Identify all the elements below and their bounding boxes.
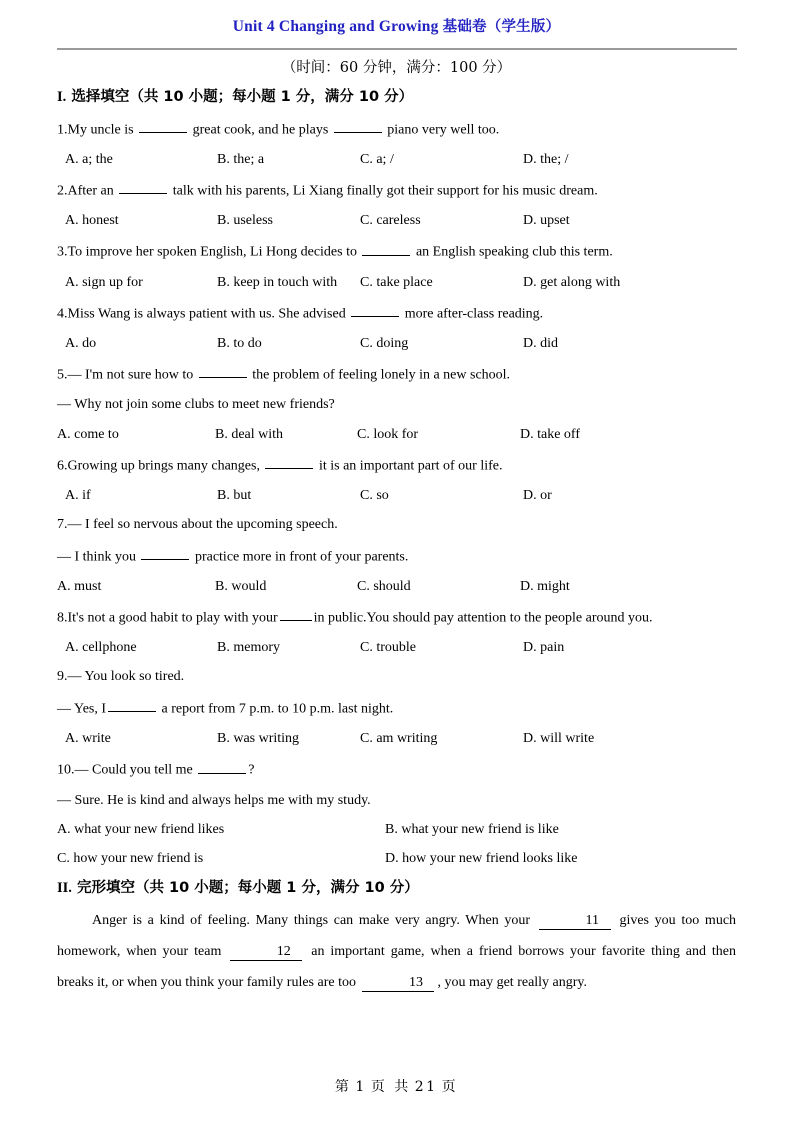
question-8-options (57, 639, 736, 657)
cloze-segment-4: , you may get really angry. (437, 975, 588, 991)
question-6-option-a[interactable]: A. if (65, 488, 91, 504)
cloze-blank-13[interactable]: 13 (362, 976, 434, 992)
cloze-passage (57, 905, 736, 998)
question-7-reply (57, 546, 736, 567)
question-4-option-a[interactable]: A. do (65, 335, 97, 351)
question-9-option-d[interactable]: D. will write (523, 731, 595, 747)
question-8-stem-pre: 8.It's not a good habit to play with your (57, 610, 278, 626)
section-heading-1 (57, 88, 736, 108)
question-9-option-a[interactable]: A. write (65, 731, 111, 747)
question-5-reply: — Why not join some clubs to meet new friends? (57, 396, 335, 412)
question-7-option-b[interactable]: B. would (215, 579, 267, 595)
page-title-chinese: 基础卷（学生版） (442, 19, 561, 35)
question-8-stem-post: in public.You should pay attention to the people around you. (313, 610, 653, 626)
question-8-option-d[interactable]: D. pain (523, 640, 565, 656)
question-7-reply-pre: — I think you (57, 549, 136, 565)
question-2-option-d[interactable]: D. upset (523, 213, 570, 229)
question-10-option-a[interactable]: A. what your new friend likes (57, 822, 225, 838)
footer-total-pages: 21 (414, 1079, 438, 1095)
question-7-options (57, 578, 736, 596)
section-2-roman: II. (57, 880, 72, 897)
footer-suffix: 页 (441, 1079, 459, 1095)
question-1-blank-2 (334, 119, 382, 133)
page-title-english: Unit 4 Changing and Growing (232, 18, 439, 35)
cloze-paragraph (57, 905, 736, 998)
question-1-stem-pre: 1.My uncle is (57, 122, 134, 138)
question-3-option-a[interactable]: A. sign up for (65, 274, 143, 290)
question-1-option-d[interactable]: D. the; / (523, 152, 569, 168)
cloze-blank-11[interactable]: 11 (539, 914, 611, 930)
question-9-option-c[interactable]: C. am writing (360, 731, 438, 747)
question-5-stem-post: the problem of feeling lonely in a new school. (252, 367, 511, 383)
question-8-blank-1 (280, 607, 312, 621)
question-5-stem (57, 364, 736, 385)
question-6-option-c[interactable]: C. so (360, 488, 389, 504)
question-10-options-row-1 (57, 821, 736, 839)
section-1-roman: I. (57, 89, 67, 106)
question-2-blank-1 (119, 180, 167, 194)
question-6-option-d[interactable]: D. or (523, 488, 552, 504)
question-1-stem (57, 119, 736, 140)
question-10-stem-pre: 10.— Could you tell me (57, 762, 193, 778)
cloze-segment-2: gives you too much homework, when your team (57, 913, 737, 960)
question-2-option-b[interactable]: B. useless (217, 213, 273, 229)
question-4-stem-pre: 4.Miss Wang is always patient with us. She advised (57, 305, 346, 321)
question-9-reply (57, 698, 736, 719)
question-5-option-d[interactable]: D. take off (520, 426, 580, 442)
question-2-option-c[interactable]: C. careless (360, 213, 421, 229)
cloze-blank-12[interactable]: 12 (230, 945, 302, 961)
question-4-option-c[interactable]: C. doing (360, 335, 409, 351)
question-6-stem-post: it is an important part of our life. (318, 458, 503, 474)
question-9-blank-1 (108, 698, 156, 712)
question-2-options (57, 212, 736, 230)
footer-prefix: 第 (334, 1079, 352, 1095)
question-3-blank-1 (362, 241, 410, 255)
question-2-stem (57, 180, 736, 201)
question-8-option-a[interactable]: A. cellphone (65, 640, 137, 656)
question-7-option-d[interactable]: D. might (520, 579, 570, 595)
question-7-blank-1 (141, 546, 189, 560)
question-10-reply: — Sure. He is kind and always helps me with my study. (57, 792, 371, 808)
question-1-options (57, 151, 736, 169)
page-footer (0, 1076, 793, 1096)
question-5-option-b[interactable]: B. deal with (215, 426, 284, 442)
question-1-blank-1 (139, 119, 187, 133)
question-9-reply-pre: — Yes, I (57, 701, 107, 717)
question-6-stem-pre: 6.Growing up brings many changes, (57, 458, 260, 474)
question-10-options-row-2 (57, 850, 736, 868)
question-3-option-b[interactable]: B. keep in touch with (217, 274, 338, 290)
question-3-stem-post: an English speaking club this term. (415, 244, 613, 260)
question-1-option-b[interactable]: B. the; a (217, 152, 265, 168)
question-6-blank-1 (265, 455, 313, 469)
exam-meta-line: （时间：60 分钟，满分：100 分） (281, 59, 512, 76)
question-10-option-c[interactable]: C. how your new friend is (57, 851, 204, 867)
question-5-option-a[interactable]: A. come to (57, 426, 119, 442)
cloze-segment-1: Anger is a kind of feeling. Many things can make very angry. When your (92, 913, 531, 928)
question-4-stem-post: more after-class reading. (404, 305, 544, 321)
question-5-option-c[interactable]: C. look for (357, 426, 419, 442)
question-2-option-a[interactable]: A. honest (65, 213, 119, 229)
question-3-stem (57, 241, 736, 262)
question-4-blank-1 (351, 303, 399, 317)
question-8-option-c[interactable]: C. trouble (360, 640, 416, 656)
question-10-blank-1 (198, 759, 246, 773)
footer-current-page: 1 (355, 1079, 367, 1095)
question-9-option-b[interactable]: B. was writing (217, 731, 300, 747)
question-5-stem-pre: 5.— I'm not sure how to (57, 367, 194, 383)
footer-middle: 页 共 (370, 1079, 411, 1095)
cloze-segment-3: an important game, when a friend borrows your favorite thing and then breaks it, or when you think your family rules are too (57, 944, 737, 991)
question-4-stem (57, 303, 736, 324)
question-4-option-d[interactable]: D. did (523, 335, 558, 351)
section-heading-2 (57, 879, 736, 899)
question-7-option-a[interactable]: A. must (57, 579, 102, 595)
question-1-option-c[interactable]: C. a; / (360, 152, 394, 168)
section-1-label: 选择填空（共 10 小题；每小题 1 分，满分 10 分） (71, 89, 414, 106)
question-7-stem: 7.— I feel so nervous about the upcoming speech. (57, 517, 338, 533)
header-divider (57, 48, 737, 50)
page-title (57, 0, 736, 37)
question-8-option-b[interactable]: B. memory (217, 640, 280, 656)
question-10-stem-post: ? (248, 762, 255, 778)
question-1-option-a[interactable]: A. a; the (65, 152, 113, 168)
question-6-stem (57, 455, 736, 476)
question-9-options (57, 730, 736, 748)
question-10-option-b[interactable]: B. what your new friend is like (385, 822, 559, 838)
question-2-stem-pre: 2.After an (57, 183, 114, 199)
question-6-options (57, 487, 736, 505)
question-7-option-c[interactable]: C. should (357, 579, 411, 595)
question-5-blank-1 (199, 364, 247, 378)
question-3-options (57, 274, 736, 292)
question-8-stem (57, 607, 736, 628)
question-9-reply-post: a report from 7 p.m. to 10 p.m. last night. (161, 701, 394, 717)
question-6-option-b[interactable]: B. but (217, 488, 252, 504)
question-10-stem (57, 759, 736, 780)
section-2-label: 完形填空（共 10 小题；每小题 1 分，满分 10 分） (76, 880, 419, 897)
question-1-stem-post: piano very well too. (387, 122, 500, 138)
question-3-option-c[interactable]: C. take place (360, 274, 433, 290)
question-4-options (57, 335, 736, 353)
question-5-options (57, 426, 736, 444)
question-3-stem-pre: 3.To improve her spoken English, Li Hong decides to (57, 244, 357, 260)
question-9-stem: 9.— You look so tired. (57, 669, 185, 685)
question-4-option-b[interactable]: B. to do (217, 335, 262, 351)
question-7-reply-post: practice more in front of your parents. (194, 549, 409, 565)
question-2-stem-post: talk with his parents, Li Xiang finally got their support for his music dream. (172, 183, 598, 199)
question-3-option-d[interactable]: D. get along with (523, 274, 621, 290)
question-10-option-d[interactable]: D. how your new friend looks like (385, 851, 578, 867)
question-1-stem-mid: great cook, and he plays (192, 122, 329, 138)
